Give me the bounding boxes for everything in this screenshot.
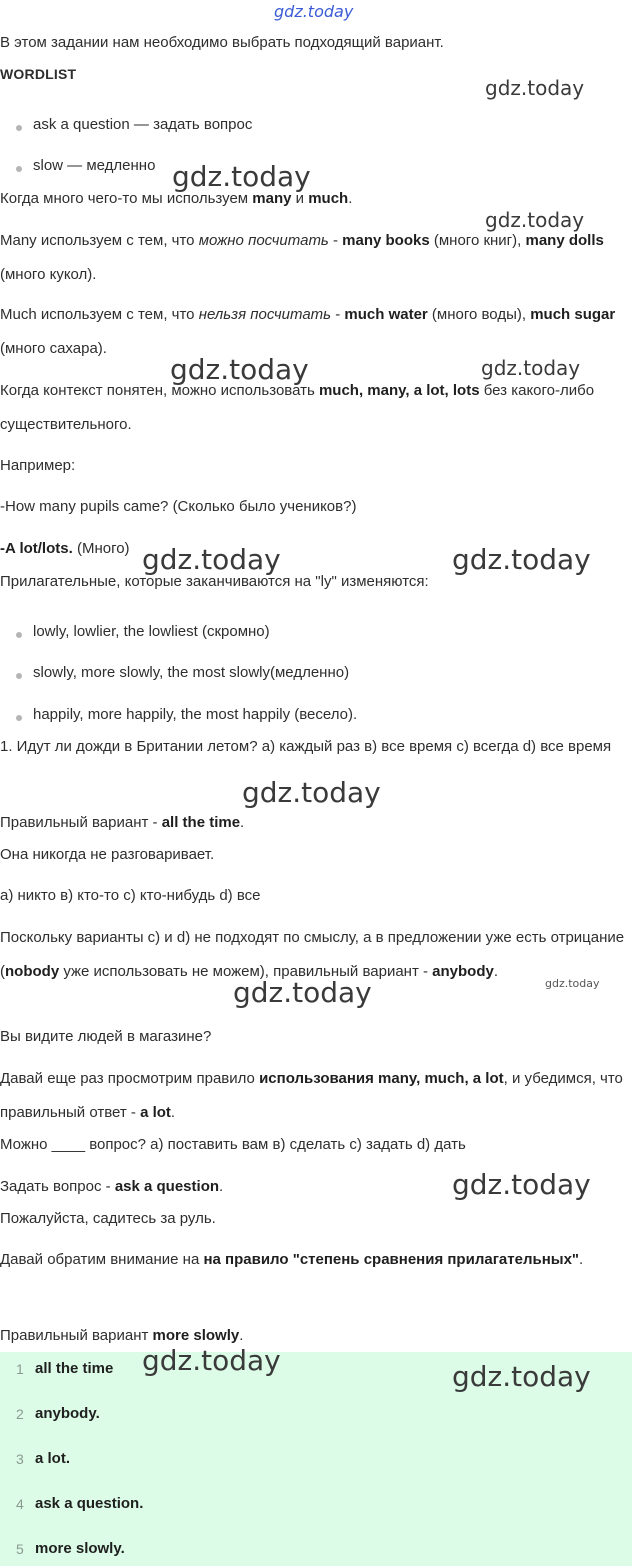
watermark: gdz.today <box>242 776 381 809</box>
answer-text: more slowly. <box>35 1540 125 1557</box>
wordlist-heading: WORDLIST <box>0 66 77 82</box>
answer-5-explanation: Давай обратим внимание на на правило "степень сравнения прилагательных". <box>0 1251 584 1268</box>
question-1: 1. Идут ли дожди в Британии летом? а) каждый раз в) все время с) всегда d) все время <box>0 738 612 755</box>
watermark: gdz.today <box>545 977 600 990</box>
watermark: gdz.today <box>142 543 281 576</box>
wordlist-item: slow — медленно <box>33 157 156 174</box>
answer-text: all the time <box>35 1360 114 1377</box>
watermark: gdz.today <box>485 208 585 232</box>
answers-box <box>0 1352 632 1566</box>
adjective-item: lowly, lowlier, the lowliest (скромно) <box>33 623 270 640</box>
rule-much: Much используем с тем, что нельзя посчитать - much water (много воды), much sugar (много сахара). <box>0 306 616 357</box>
rule-many: Many используем с тем, что можно посчитать - many books (много книг), many dolls (много кукол). <box>0 232 604 283</box>
bullet-dot <box>16 673 22 679</box>
rule-context: Когда контекст понятен, можно использовать much, many, a lot, lots без какого-либо существительного. <box>0 382 595 433</box>
watermark: gdz.today <box>485 76 585 100</box>
watermark: gdz.today <box>142 1344 281 1377</box>
watermark: gdz.today <box>452 1168 591 1201</box>
bullet-dot <box>16 632 22 638</box>
watermark: gdz.today <box>452 543 591 576</box>
watermark: gdz.today <box>274 2 354 21</box>
answer-text: anybody. <box>35 1405 100 1422</box>
adjectives-intro: Прилагательные, которые заканчиваются на "ly" изменяются: <box>0 573 429 590</box>
watermark: gdz.today <box>172 160 311 193</box>
rule-many-much: Когда много чего-то мы используем many и much. <box>0 190 353 207</box>
watermark: gdz.today <box>170 353 309 386</box>
bullet-dot <box>16 166 22 172</box>
question-5: Пожалуйста, садитесь за руль. <box>0 1210 216 1227</box>
question-4: Можно ____ вопрос? а) поставить вам в) сделать с) задать d) дать <box>0 1136 466 1153</box>
answer-text: ask a question. <box>35 1495 144 1512</box>
watermark: gdz.today <box>452 1360 591 1393</box>
watermark: gdz.today <box>481 356 581 380</box>
answer-4-explanation: Задать вопрос - ask a question. <box>0 1178 224 1195</box>
answer-number: 1 <box>16 1361 24 1377</box>
adjective-item: happily, more happily, the most happily (весело). <box>33 706 358 723</box>
answer-5-final: Правильный вариант more slowly. <box>0 1327 244 1344</box>
example-question: -How many pupils came? (Сколько было учеников?) <box>0 498 357 515</box>
answer-number: 4 <box>16 1496 24 1512</box>
example-answer: -A lot/lots. (Много) <box>0 540 130 557</box>
intro-text: В этом задании нам необходимо выбрать подходящий вариант. <box>0 34 444 51</box>
bullet-dot <box>16 125 22 131</box>
answer-2-explanation: Поскольку варианты с) и d) не подходят по смыслу, а в предложении уже есть отрицание (nobody уже использовать не можем), правильный вариант - anybody. <box>0 929 625 980</box>
answer-3-explanation: Давай еще раз просмотрим правило использования many, much, a lot, и убедимся, что правильный ответ - a lot. <box>0 1070 623 1121</box>
question-3: Вы видите людей в магазине? <box>0 1028 212 1045</box>
watermark: gdz.today <box>233 976 372 1009</box>
adjective-item: slowly, more slowly, the most slowly(медленно) <box>33 664 350 681</box>
answer-1-explanation: Правильный вариант - all the time. <box>0 814 245 831</box>
question-2-options: а) никто в) кто-то с) кто-нибудь d) все <box>0 887 261 904</box>
example-label: Например: <box>0 457 76 474</box>
question-2: Она никогда не разговаривает. <box>0 846 215 863</box>
answer-number: 2 <box>16 1406 24 1422</box>
answer-text: a lot. <box>35 1450 71 1467</box>
wordlist-item: ask a question — задать вопрос <box>33 116 253 133</box>
bullet-dot <box>16 715 22 721</box>
answer-number: 5 <box>16 1541 24 1557</box>
answer-number: 3 <box>16 1451 24 1467</box>
